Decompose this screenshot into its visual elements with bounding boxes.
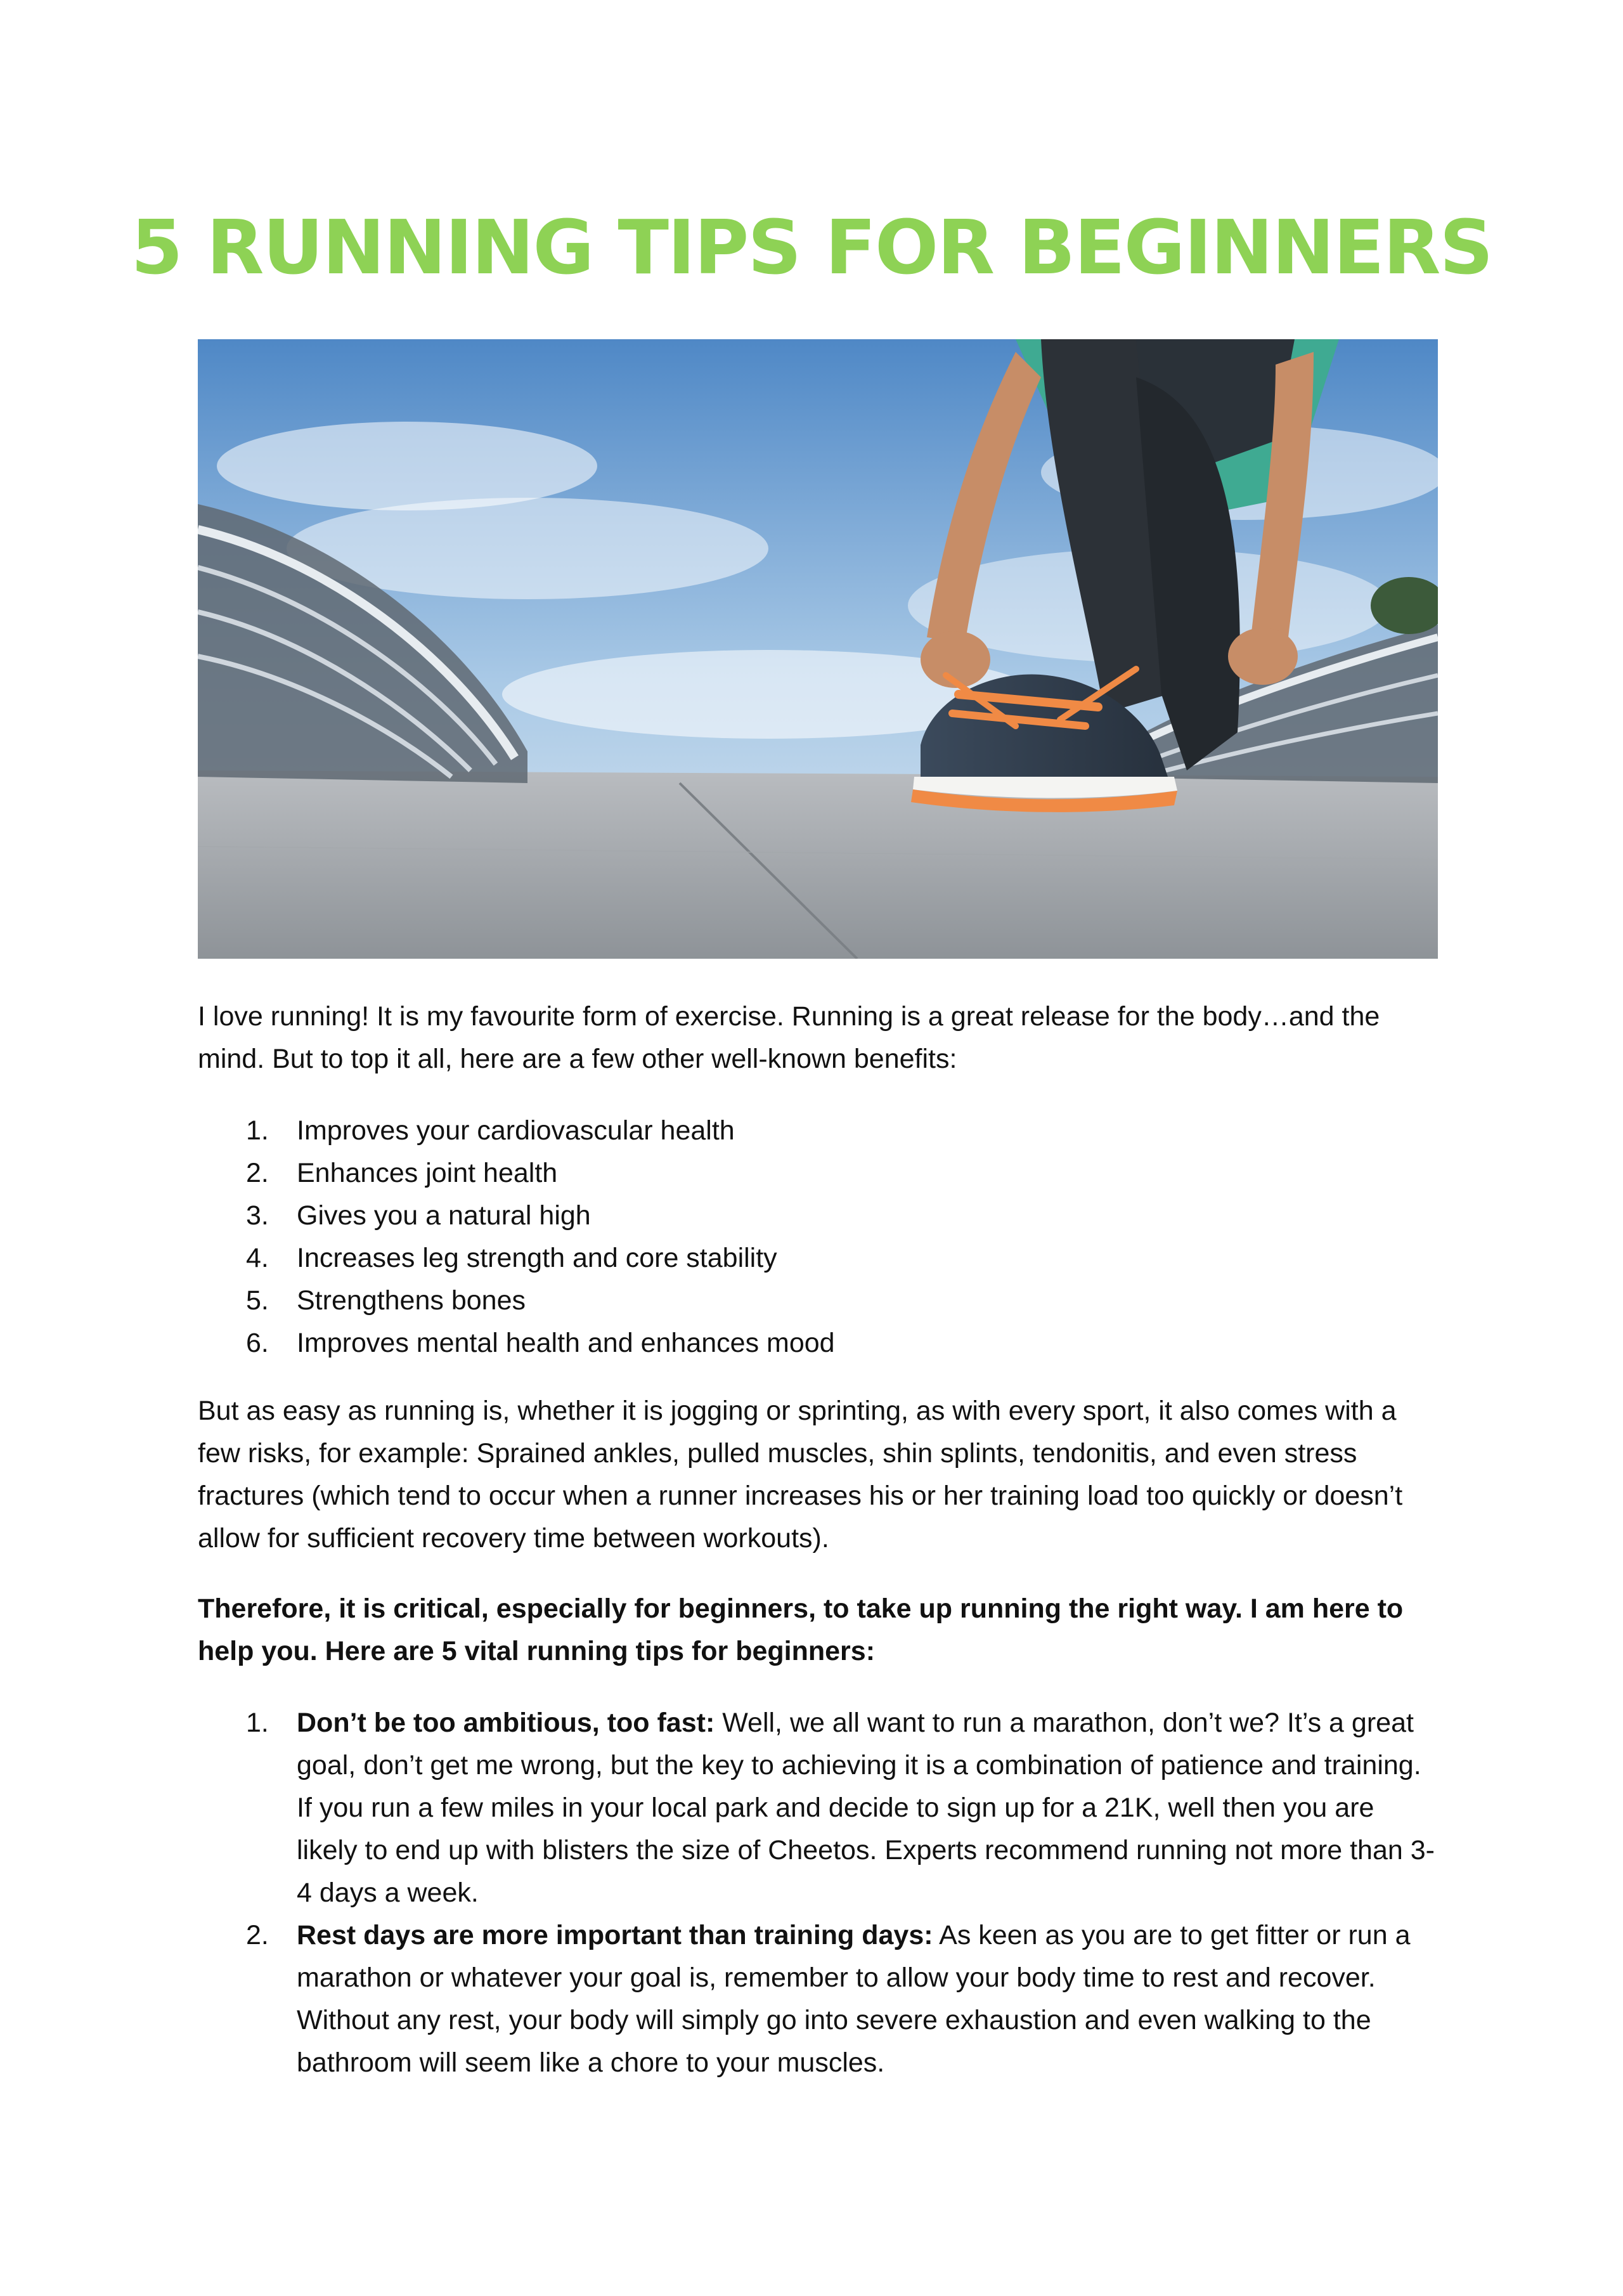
tips-intro-paragraph — [198, 1588, 1438, 1673]
tip-heading: Rest days are more important than training days: — [297, 1920, 933, 1950]
risks-text: But as easy as running is, whether it is jogging or sprinting, as with every sport, it also comes with a few risks, for example: Sprained ankles, pulled muscles, shin splints, tendonitis, and even stress fractures (which tend to occur when a runner increases his or her training load too quickly or doesn’t allow for sufficient recovery time between workouts). — [198, 1396, 1403, 1553]
page-title: 5 RUNNING TIPS FOR BEGINNERS — [131, 204, 1492, 291]
tip-body: Well, we all want to run a marathon, don’t we? It’s a great goal, don’t get me wrong, but the key to achieving it is a combination of patience and training. If you run a few miles in your local park and decide to sign up for a 21K, well then you are likely to end up with blisters the size of Cheetos. Experts recommend running not more than 3-4 days a week. — [297, 1708, 1435, 1908]
list-item: 1. Don’t be too ambitious, too fast: Well, we all want to run a marathon, don’t we? It’s a great goal, don’t get me wrong, but the key to achieving it is a combination of patience and training. If you run a few miles in your local park and decide to sign up for a 21K, well then you are likely to end up with blisters the size of Cheetos. Experts recommend running not more than 3-4 days a week. — [246, 1708, 1435, 1908]
list-item: 4. Increases leg strength and core stability — [246, 1243, 777, 1273]
list-item: 6. Improves mental health and enhances mood — [246, 1328, 835, 1358]
tips-intro-text: Therefore, it is critical, especially for beginners, to take up running the right way. I am here to help you. Here are 5 vital running tips for beginners: — [198, 1593, 1404, 1666]
tip-heading: Don’t be too ambitious, too fast: — [297, 1708, 715, 1738]
list-item: 1. Improves your cardiovascular health — [246, 1115, 735, 1146]
list-item: 2. Enhances joint health — [246, 1158, 558, 1188]
intro-paragraph — [198, 996, 1438, 1080]
list-item: 2. Rest days are more important than training days: As keen as you are to get fitter or run a marathon or whatever your goal is, remember to allow your body time to rest and recover. Without any rest, your body will simply go into severe exhaustion and even walking to the bathroom will seem like a chore to your muscles. — [246, 1920, 1411, 2078]
tips-list — [198, 1702, 1438, 2084]
tip-body: As keen as you are to get fitter or run a marathon or whatever your goal is, remember to allow your body time to rest and recover. Without any rest, your body will simply go into severe exhaustion and even walking to the bathroom will seem like a chore to your muscles. — [297, 1920, 1411, 2078]
list-item: 3. Gives you a natural high — [246, 1200, 591, 1231]
benefits-list — [198, 1110, 1438, 1365]
benefits-list-section — [198, 1110, 1438, 1365]
intro-text: I love running! It is my favourite form of exercise. Running is a great release for the body…and the mind. But to top it all, here are a few other well-known benefits: — [198, 1001, 1380, 1074]
list-item: 5. Strengthens bones — [246, 1285, 526, 1316]
risks-paragraph — [198, 1390, 1438, 1560]
tips-list-section — [198, 1702, 1438, 2084]
hero-photo-runner-tying-shoe — [198, 339, 1438, 959]
